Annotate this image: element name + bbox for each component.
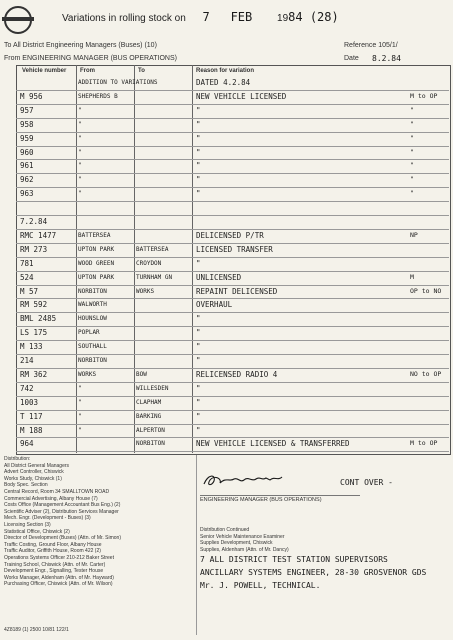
reason-cell: " bbox=[196, 161, 201, 171]
vehicle-number-cell: 960 bbox=[20, 147, 34, 157]
to-cell: BATTERSEA bbox=[136, 245, 169, 253]
from-line: From ENGINEERING MANAGER (BUS OPERATIONS) bbox=[4, 55, 177, 62]
reason-cell: RELICENSED RADIO 4 bbox=[196, 369, 278, 379]
to-cell: CROYDON bbox=[136, 259, 162, 267]
form-title: Variations in rolling stock on 7 FEB 1984 (28) bbox=[62, 10, 339, 24]
table-row bbox=[0, 188, 453, 201]
from-cell: " bbox=[78, 106, 82, 114]
distribution-entry: Mr. J. POWELL, TECHNICAL. bbox=[200, 581, 321, 591]
distribution-list bbox=[4, 456, 190, 588]
distribution-entry: Works Manager, Aldenham (Attn. of Mr. Hayward) bbox=[4, 574, 114, 581]
distribution-entry: Scientific Adviser (2), Distribution Services Manager bbox=[4, 508, 119, 515]
distribution-entry: Traffic Costing, Ground Floor, Albany House bbox=[4, 541, 102, 548]
reason-cell: " bbox=[196, 314, 201, 324]
to-cell: TURNHAM GN bbox=[136, 273, 173, 281]
from-cell: ADDITION TO VARIATIONS bbox=[78, 79, 158, 86]
from-cell: NORBITON bbox=[78, 357, 107, 364]
distribution-entry: 7 ALL DISTRICT TEST STATION SUPERVISORS bbox=[200, 555, 388, 565]
from-cell: " bbox=[78, 162, 82, 170]
from-cell: " bbox=[78, 412, 82, 420]
reason-cell: UNLICENSED bbox=[196, 272, 242, 282]
note-cell: " bbox=[410, 161, 414, 170]
vehicle-number-cell: M 133 bbox=[20, 342, 43, 352]
note-cell: M bbox=[410, 272, 414, 281]
distribution-entry: Director of Development (Buses) (Attn. of Mr. Simon) bbox=[4, 535, 121, 542]
note-cell: " bbox=[410, 133, 414, 142]
vehicle-number-cell: RM 273 bbox=[20, 244, 48, 254]
distribution-entry: Supplies Development, Chiswick bbox=[200, 540, 273, 547]
distribution-continued bbox=[200, 527, 450, 592]
table-row bbox=[0, 299, 453, 312]
distribution-entry: Costs Office (Management Accountant Bus Eng.) (2) bbox=[4, 502, 121, 509]
reason-cell: " bbox=[196, 119, 201, 129]
from-cell: UPTON PARK bbox=[78, 245, 115, 253]
table-row bbox=[0, 230, 453, 243]
vehicle-number-cell: 959 bbox=[20, 133, 34, 143]
to-line: To All District Engineering Managers (Buses) (10) bbox=[4, 42, 157, 49]
reason-cell: " bbox=[196, 258, 201, 268]
table-row bbox=[0, 174, 453, 187]
date-label: Date bbox=[344, 55, 359, 62]
distribution-entry: Advert Controller, Chiswick bbox=[4, 469, 64, 476]
reason-cell: " bbox=[196, 105, 201, 115]
reason-cell: DELICENSED P/TR bbox=[196, 230, 264, 240]
from-cell: " bbox=[78, 384, 82, 392]
vehicle-number-cell: M 57 bbox=[20, 286, 39, 296]
distribution-entry: ANCILLARY SYSTEMS ENGINEER, 28-30 GROSVENOR GDS bbox=[200, 568, 427, 578]
from-cell: " bbox=[78, 190, 82, 198]
to-cell: BARKING bbox=[136, 412, 162, 420]
table-row bbox=[0, 397, 453, 410]
vehicle-number-cell: LS 175 bbox=[20, 328, 48, 338]
vehicle-number-cell: 1003 bbox=[20, 397, 39, 407]
from-cell: " bbox=[78, 148, 82, 156]
distribution-entry: Development Engr., Signalling, Tester House bbox=[4, 568, 104, 575]
table-row bbox=[0, 77, 453, 90]
reason-cell: NEW VEHICLE LICENSED bbox=[196, 91, 287, 101]
reason-cell: " bbox=[196, 356, 201, 365]
reason-cell: LICENSED TRANSFER bbox=[196, 244, 273, 254]
note-cell: " bbox=[410, 147, 414, 156]
from-cell: WALWORTH bbox=[78, 301, 107, 309]
cont-over-note: CONT OVER - bbox=[340, 478, 393, 487]
table-row bbox=[0, 438, 453, 451]
note-cell: " bbox=[410, 189, 414, 198]
vehicle-number-cell: 962 bbox=[20, 175, 34, 185]
reason-cell: NEW VEHICLE LICENSED & TRANSFERRED bbox=[196, 439, 350, 449]
from-cell: WOOD GREEN bbox=[78, 259, 115, 267]
note-cell: M to OP bbox=[410, 91, 438, 100]
reason-cell: " bbox=[196, 383, 201, 393]
table-row bbox=[0, 425, 453, 438]
distribution-entry: Central Record, Room 34 SMALLTOWN ROAD bbox=[4, 488, 110, 495]
note-cell: OP to NO bbox=[410, 286, 442, 295]
distribution-entry: Training School, Chiswick (Attn. of Mr. Carter) bbox=[4, 561, 106, 568]
distribution-entry: Supplies, Aldenham (Attn. of Mr. Dancy) bbox=[200, 546, 289, 553]
reason-cell: " bbox=[196, 147, 201, 157]
reason-cell: " bbox=[196, 175, 201, 185]
vehicle-number-cell: 964 bbox=[20, 439, 34, 449]
distribution-entry: All District General Managers bbox=[4, 462, 70, 469]
vehicle-number-cell: 742 bbox=[20, 383, 34, 393]
reason-cell: " bbox=[196, 425, 201, 435]
table-row bbox=[0, 216, 453, 229]
to-cell: BOW bbox=[136, 370, 147, 378]
table-row bbox=[0, 369, 453, 382]
reason-cell: DATED 4.2.84 bbox=[196, 78, 251, 87]
reason-cell: " bbox=[196, 342, 201, 352]
vehicle-number-cell: RM 362 bbox=[20, 369, 48, 379]
from-cell: POPLAR bbox=[78, 329, 100, 337]
table-row bbox=[0, 383, 453, 396]
vehicle-number-cell: 524 bbox=[20, 272, 34, 282]
reason-cell: " bbox=[196, 397, 201, 407]
to-cell: WILLESDEN bbox=[136, 384, 169, 392]
distribution-entry: Operations Systems Officer 210-212 Baker Street bbox=[4, 554, 114, 561]
vehicle-number-cell: 7.2.84 bbox=[20, 217, 48, 226]
to-cell: CLAPHAM bbox=[136, 398, 162, 406]
distribution-entry: Traffic Auditor, Griffith House, Room 422 (2) bbox=[4, 548, 101, 555]
distribution-entry: Statistical Office, Chiswick (2) bbox=[4, 528, 70, 535]
vehicle-number-cell: RM 592 bbox=[20, 300, 48, 310]
note-cell: " bbox=[410, 119, 414, 128]
date-day: 7 bbox=[202, 10, 210, 24]
distribution-entry: Purchasing Officer, Chiswick (Attn. of Mr. Wilson) bbox=[4, 581, 113, 588]
vehicle-number-cell: 963 bbox=[20, 189, 34, 199]
table-row bbox=[0, 313, 453, 326]
table-row bbox=[0, 327, 453, 340]
vehicle-number-cell: RMC 1477 bbox=[20, 230, 57, 240]
from-cell: UPTON PARK bbox=[78, 273, 115, 281]
reason-cell: " bbox=[196, 328, 201, 338]
from-cell: HOUNSLOW bbox=[78, 315, 107, 323]
vehicle-number-cell: 961 bbox=[20, 161, 34, 171]
table-row bbox=[0, 258, 453, 271]
distribution-entry: Senior Vehicle Maintenance Examiner bbox=[200, 533, 285, 540]
manager-label: ENGINEERING MANAGER (BUS OPERATIONS) bbox=[200, 497, 322, 503]
from-cell: BATTERSEA bbox=[78, 231, 111, 239]
vehicle-number-cell: M 188 bbox=[20, 425, 43, 435]
to-cell: WORKS bbox=[136, 287, 155, 295]
vehicle-number-cell: 214 bbox=[20, 356, 34, 365]
reason-cell: " bbox=[196, 189, 201, 199]
column-header-vehicle: Vehicle number bbox=[22, 68, 67, 74]
reference-label: Reference 105/1/ bbox=[344, 42, 398, 49]
distribution-continued-heading: Distribution Continued bbox=[200, 527, 250, 533]
distribution-entry: Mech. Engr. (Development - Buses) (3) bbox=[4, 515, 91, 522]
distribution-entry: Commercial Advertising, Albany House (7) bbox=[4, 495, 98, 502]
table-row bbox=[0, 272, 453, 285]
vehicle-number-cell: BML 2485 bbox=[20, 314, 57, 324]
distribution-heading: Distribution: bbox=[4, 456, 31, 462]
column-header-from: From bbox=[80, 68, 95, 74]
from-cell: " bbox=[78, 176, 82, 184]
vehicle-number-cell: 957 bbox=[20, 105, 34, 115]
table-row bbox=[0, 341, 453, 354]
from-cell: " bbox=[78, 134, 82, 142]
table-row bbox=[0, 286, 453, 299]
vehicle-number-cell: M 956 bbox=[20, 91, 43, 101]
roundel-logo-icon bbox=[4, 6, 32, 34]
from-cell: WORKS bbox=[78, 370, 97, 378]
from-cell: " bbox=[78, 398, 82, 406]
vehicle-number-cell: 781 bbox=[20, 258, 34, 268]
column-header-to: To bbox=[138, 68, 145, 74]
table-row bbox=[0, 119, 453, 132]
table-row bbox=[0, 147, 453, 160]
table-row bbox=[0, 160, 453, 173]
note-cell: " bbox=[410, 105, 414, 114]
date-value: 8.2.84 bbox=[372, 54, 401, 63]
distribution-entry: Body Spec. Section bbox=[4, 482, 48, 489]
note-cell: NO to OP bbox=[410, 369, 442, 378]
table-row bbox=[0, 244, 453, 257]
note-cell: " bbox=[410, 175, 414, 184]
form-reference-number: 4Z8189 (1) 2500 10/81 122/1 bbox=[4, 627, 69, 633]
from-cell: SOUTHALL bbox=[78, 343, 107, 351]
reason-cell: OVERHAUL bbox=[196, 300, 233, 310]
distribution-entry: Licensing Section (3) bbox=[4, 521, 51, 528]
note-cell: NP bbox=[410, 230, 418, 239]
table-row bbox=[0, 411, 453, 424]
to-cell: NORBITON bbox=[136, 440, 165, 448]
from-cell: NORBITON bbox=[78, 287, 107, 295]
from-cell: " bbox=[78, 120, 82, 128]
table-row bbox=[0, 202, 453, 215]
date-month: FEB bbox=[230, 10, 253, 24]
from-cell: " bbox=[78, 426, 82, 434]
reason-cell: " bbox=[196, 133, 201, 143]
date-year: 84 (28) bbox=[288, 10, 339, 24]
table-row bbox=[0, 133, 453, 146]
to-cell: ALPERTON bbox=[136, 426, 165, 434]
table-row bbox=[0, 105, 453, 118]
table-row bbox=[0, 91, 453, 104]
vehicle-number-cell: T 117 bbox=[20, 411, 43, 421]
vehicle-number-cell: 958 bbox=[20, 119, 34, 129]
reason-cell: REPAINT DELICENSED bbox=[196, 286, 278, 296]
table-row bbox=[0, 355, 453, 368]
distribution-entry: Works Study, Chiswick (1) bbox=[4, 475, 62, 482]
reason-cell: " bbox=[196, 411, 201, 421]
from-cell: SHEPHERDS B bbox=[78, 92, 118, 100]
column-header-reason: Reason for variation bbox=[196, 68, 255, 74]
signature-image bbox=[200, 472, 290, 490]
note-cell: M to OP bbox=[410, 439, 438, 448]
